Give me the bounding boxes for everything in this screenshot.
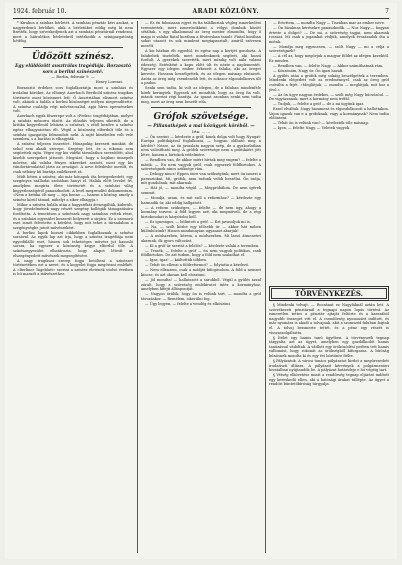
column-rule xyxy=(137,21,138,553)
article-paragraph: — Tudjuk, — felelte a gróf — de a mi ügyünk igaz. xyxy=(273,102,365,107)
article-paragraph: — Na, — szólt közbe egy idősebb úr — akkor hát miben különbözünk? Hiszen mindannyian ugyanazt akarjuk! xyxy=(141,224,261,234)
article-paragraph: — Mondja meg egyenesen, — szólt Nagy — mi a célja a szövetségnek? xyxy=(269,44,389,54)
article-paragraph: — Ki a gróf úr szerint a felelős? — kérdezte valaki a teremben. xyxy=(145,243,260,248)
article-paragraph: Mikor a színész halála után a hagyatékát átvizsgálták, kiderült, hogy jövedelmének nagy részét szegény kollégák támogatására fordította. A temetésen a színészek nagy számban vettek részt, és a színházi egyesület koszorút helyezett a sírjára. Ez a szomorú eset ismét felvetette a kérdést, hogy mit tehet a társadalom a szegénységbe jutott művészekért. xyxy=(13,202,133,230)
article-paragraph: — A módszerben, kérem, a módszerben. Mi lassú átmenetet akarunk, ők gyors változást. xyxy=(141,234,261,243)
section-title-actor: Üdözött színész. xyxy=(32,51,114,62)
article-paragraph: — Mondja, uram, és mit szól a reformhoz? — kérdezte egy harmadik úr, aki eddig hallgatott. xyxy=(141,195,261,205)
article-paragraph: Auerbach egyik főszerepe volt a »Fedra« tragédiájában, melyet a színház műsorra tűzött. Az előadás teljesen sikerült, de a kritika kegyetlenül lehúzta a színészt, s ettől kezdve a színész egész elhagyatottan élt. Végül a közönség elfordult tőle és a színház igazgatója felmondott neki. A sajtó kíméletlen volt vele szemben, s a barátai is elhagyták. xyxy=(13,114,133,142)
article-paragraph: — Rendben van, de akkor miért hívtak meg engem? — felelte a másik. — Én nem vagyok gróf, csak egyszerű földbirtokos. A szövetségnek nincs szüksége rám. xyxy=(141,158,261,172)
article-paragraph: — És én falusiasan egyet és fia találkoztak végleg ismerkedést teremtettek, mert ismerősökként a völgyi dombok között sétáltak, s egy alkalommal az öreg mester elmondta, hogy ő maga is valaha fiatal korában a fővárosban tanult. Fiatal korában sokat utazott és sok mindent megtapasztalt, amiről szívesen mesélt. xyxy=(141,21,261,48)
article-subtitle: — Pillanatképek a mai közügyek köréből. — xyxy=(147,124,255,130)
header-rule xyxy=(13,18,389,19)
article-paragraph: Múlt héten a színész, aki már hónapok óta betegeskedett, egy szegényes szállodai szobában hunyt el. Halála előtt levelet írt, amelyben megírta élete történetét és a színházi világ kegyetlenségéről panaszkodott. A levél megrendítő dokumentum. »Nem a kritika ölt meg — írja benne —, hanem a közöny, amely a színész körül támad, mihelyt a siker elhagyja.« xyxy=(13,174,133,202)
article-paragraph: — Nem ellenzem, csak a módját kifogásolom. A föld a nemzet kincse, és azt okosan kell elosztani. xyxy=(141,268,261,277)
article-paragraph: — Ön szerint — kérdezte a gróf, kinek dolga volt hogy Nyugat-Európa politikájával foglalkozni, — hogyan oldható meg a kérdés? Nézze, az ön javaslata nagyon szép, de a gyakorlatban nem valósítható meg. A grófok szövetsége nem a politikáért jött létre, hanem a birtokok védelmére. xyxy=(141,134,261,158)
article-paragraph: A berlini lapok hosszú cikkekben foglalkoznak a színész sorsával. Az egyik lap azt írja, hogy a színész tragédiája nem egyedülálló eset, hiszen sok tehetséges művész jut hasonló sorsra, ha egyszer a közönség kegye elfordul tőle. A színészegyesület elhatározta, hogy alapot létesít az elszegényedett művészek megsegítésére. xyxy=(13,230,133,258)
article-paragraph: Borzasztó érdekes sors foglalkoztatja most a színházi és irodalmi köröket. Az elhunyt Auerbach Berthold színész tragikus története most közismert lett. Ő Ausztriában elismert színész volt, akinek a halála a berlini közönséget mélyen megrendítette. A színész családja régi művészcsalád, apja híres operaénekes volt. xyxy=(13,86,133,114)
article-paragraph: — Hát jó, — mondta végül. — Megpróbálom. De nem ígérek semmit. xyxy=(141,186,261,195)
article-paragraph: — Értettem, — mondta Nagy — Tiszában mar az ember neve. xyxy=(273,21,385,25)
article-paragraph: — Jól mondta! — hallatszott a sarokból. Végül a gyűlés azzal zárult, hogy a szövetség emlékiratot intéz a kormányhoz, amelyben kifejti álláspontját. xyxy=(141,277,261,292)
article-paragraph: A színész teljesen összetört. Hónapokig keresett munkát, de sehol sem akadt szerepe. Szegény lett, és a rokonai sem segítettek rajta. Végre egy kis vidéki társulathoz szerződött, ahol kisebb szerepeket játszott. Megrázó, hogy a hajdani ünnepelt művész, aki valaha fényes sikereket aratott, most egy kis vándortársulattal járta az országot. A neve feledésbe merült, és csak néhány hű barátja emlékezett rá. xyxy=(13,142,133,174)
article-paragraph: § Ítélet egy hamis tanú ügyében. A törvényszék tegnap tárgyalta azt az ügyet, amelyben egy gazdálkodót hamis tanúzással vádoltak. A vádlott egy örökösödési perben tett hamis vallomást, hogy rokonát az örökségből kiforgassa. A bíróság bűnösnek mondta ki és egy évi börtönre ítélte. xyxy=(269,335,389,358)
article-paragraph: § Mindenki tolvajt. — Bocsánat ez Nagyláknál aztán lett. A szövetkezeti pénztárnál a tegnapi napon lopás történt. Az ismeretlen tettes a pénztár ajtaját feltörte és a kasszából nagyobb összeget vitt el. A csendőrség nyomozást indított, és már nyomára is akadt a tolvajnak, akit a szomszéd faluban fogtak el. A tolvaj beismerte tettét, és a pénz egy részét is visszaszolgáltatta. xyxy=(269,303,389,335)
column-2 xyxy=(141,21,261,553)
article-paragraph: § Vétség elkövetése miatt a rendőrség tegnap eljárást indított egy kereskedő ellen, aki a hatósági árakat túllépte. Az ügyet a rendőri büntetőbíróság tárgyalja. xyxy=(269,373,389,387)
column-3 xyxy=(269,21,389,553)
article-paragraph: A gyűlés után a grófok még sokáig beszélgettek a teremben. Mindenki elégedett volt az eredménnyel, csak az öreg gróf csóválta a fejét. »Meglátjuk, — mondta — meglátjuk, mit hoz a jövő.« xyxy=(269,73,389,92)
article-paragraph: — Igaz, igaz! — kiáltották többen. xyxy=(145,258,207,263)
article-paragraph: — Köszönöm, Nagy úr. Ön igazi hazafi. xyxy=(273,68,344,73)
article-paragraph: A kis házban élt egyedül, és egész nap a kertjét gondozta. A falubeliek tisztelték, mert mindenkinek segített, aki hozzá fordult. A gyerekek szerették, mert mindig volt nála valami édesség. Esténként a kapu előtt ült és nézte a naplementét. Egyszer egy idegen ember érkezett a faluba, aki az öreget kereste. Hosszan beszélgettek, és az idegen másnap elutazott. Azóta az öreg még csendesebb lett, és sokszor elgondolkozva ült a padon. xyxy=(141,48,261,86)
article-paragraph: — Tehát ön is velünk van? — kérdezték tőle másnap. xyxy=(273,121,369,126)
court-section xyxy=(269,283,389,387)
article-author: Irta: ... ... xyxy=(191,129,211,135)
column-1 xyxy=(13,21,133,553)
article-dateline: — Berlin, február 9. — xyxy=(51,74,95,80)
header-title: ARADI KÖZLÖNY. xyxy=(192,8,260,15)
section-title-court: TÖRVÉNYKEZÉS. xyxy=(271,288,387,299)
article-paragraph: — A reform szükséges, — felelte — de nem úgy, ahogy a kormány tervezi. A föld legyen azé, aki megműveli, de a régi birtokosokat is kárpótolni kell. xyxy=(141,205,261,219)
article-paragraph: — Dehogy nincs! Éppen önre van szükségünk, mert ön ismeri a parasztokat. Mi, grófok, nem tudunk velük beszélni. Ön tudja, mit gondolnak, mit akarnak. xyxy=(141,172,261,186)
header-date: 1924. február 10. xyxy=(13,8,67,15)
article-paragraph: § Pályázatok. A városi tanács pályázatot hirdet a megüresedett irodatiszti állásra. A pályázati kérvények a polgármesteri hivatalban nyújtandók be. A pályázat határideje e hó végéig tart. xyxy=(269,358,389,373)
article-paragraph: Senki sem tudta, ki volt az idegen, de a faluban mindenféle hírek keringtek. Egyesek azt mondták, hogy az öreg fia volt, mások szerint régi barátja. Az igazat azonban senki sem tudta meg, mert az öreg nem beszélt róla. xyxy=(141,86,261,104)
section-title-counts: Grófok szövetsége. xyxy=(153,112,249,123)
article-paragraph: — A cél az, hogy megóvjuk a magyar földet az idegen kezektől. Ez minden. xyxy=(269,54,389,63)
divider xyxy=(23,47,123,48)
article-paragraph: A nagy tragikusi szerep fogja betölteni a színészet történetében ezt a nevet, és a kegyelet fogja megőrizni emlékét. A »Berliner Tageblatt« szerint a színész életének utolsó éveiben is hű maradt a művészethez. xyxy=(13,258,133,277)
notice-paragraph: * Kiraboa a szinhaz bérletét. A szinházi pénztár kéri azokat, a nagyérdemű bérlőket, akik a bérletüket eddig még ki nem fizették, hogy szíveskedjenek azt a szinházi pénztárnál rendezni, mert a hátralékos bérletekről intézkedik a színigazgatóság hétfőig. xyxy=(13,21,133,44)
article-paragraph: — Tessék, — felelte a gróf — én nem vagyok politikus, csak földbirtokos. De azt tudom, hogy a föld nem szaladhat el. xyxy=(141,248,261,258)
article-paragraph: — Tehát ön ellenzi a földreformot? — folytatta a kérdező. xyxy=(145,263,250,268)
divider xyxy=(151,107,251,108)
article-paragraph: — Az ön ügye nagyon érdekes, — szólt még Nagy búcsúzóul. — De vigyázzanak, mert a kormány nem tréfál. xyxy=(269,92,389,102)
article-paragraph: — Rendben van, — felelte Nagy. — Akkor számíthatnak rám. xyxy=(273,63,384,68)
page-header xyxy=(13,7,389,17)
article-paragraph: — Nagyon örülök, hogy ön is velünk tart, — mondta a gróf távozáskor. — Remélem, sikerülni fog. xyxy=(141,292,261,301)
section-box xyxy=(269,286,389,301)
article-byline: Henry Lorenzi. xyxy=(95,79,123,84)
article-paragraph: — Úgy legyen, — felelte a vendég és elköszönt. xyxy=(145,301,232,306)
newspaper-page xyxy=(5,3,397,559)
article-subtitle: Egy elüldözött ausztrálas tragédiája. Borzasztó sors a berlini színészeté. xyxy=(15,63,131,75)
article-paragraph: — Ön bizalmas kérésekre panaszkodik. — Nos Nagy — hogyan értette a dolgot? — De mi, a szövetség tagjai, nem akarunk rosszat. Mi csak a jogainkat védjük, amelyek évszázadok óta a miénk. xyxy=(269,25,389,44)
column-rule xyxy=(265,21,266,553)
article-paragraph: — Igen, — felelte Nagy. — Veletek vagyok. xyxy=(273,126,351,131)
article-paragraph: Ezzel elváltak. Nagy hazament és elgondolkozott a hallottakon. Vajon igazuk van-e a grófoknak, vagy a kormánynak? Nem tudta eldönteni. xyxy=(269,107,389,121)
page-number: 7 xyxy=(385,8,389,15)
article-paragraph: — Ez igazságos, — bólintott a gróf. — Ezt javasoljuk mi is. xyxy=(145,219,251,224)
